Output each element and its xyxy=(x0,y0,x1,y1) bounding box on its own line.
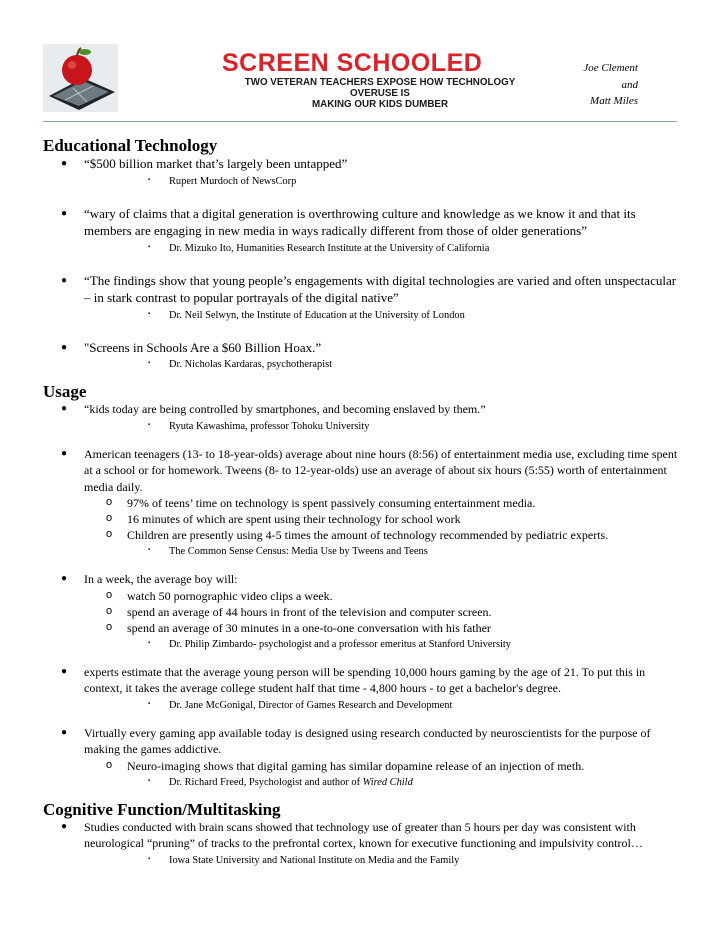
quote-item: ● "Screens in Schools Are a $60 Billion Hoax.” xyxy=(43,339,683,357)
citation xyxy=(43,775,683,790)
book-title-italic: Wired Child xyxy=(362,776,413,788)
citation: ▪ Dr. Mizuko Ito, Humanities Research Institute at the University of California xyxy=(43,241,683,256)
citation: ▪ The Common Sense Census: Media Use by Tweens and Teens xyxy=(43,544,683,559)
sub-list-item: o 97% of teens’ time on technology is spent passively consuming entertainment media. xyxy=(43,495,683,511)
citation: ▪ Dr. Neil Selwyn, the Institute of Education at the University of London xyxy=(43,308,683,323)
list-item: ● experts estimate that the average young person will be spending 10,000 hours gaming by the age of 21. To put this in context, it takes the average college student half that time - 4,800 hours - to get a bachelor's degree. xyxy=(43,664,683,697)
quote-item: ● “$500 billion market that’s largely been untapped” xyxy=(43,155,683,173)
citation: ▪ Dr. Nicholas Kardaras, psychotherapist xyxy=(43,357,683,372)
author-1: Joe Clement xyxy=(583,62,638,74)
subtitle-line-2: MAKING OUR KIDS DUMBER xyxy=(311,99,449,110)
list-item: ● Virtually every gaming app available today is designed using research conducted by neuroscientists for the purpose of making the games addictive. xyxy=(43,725,683,758)
sub-list-item: o Neuro-imaging shows that digital gaming has similar dopamine release of an injection of meth. xyxy=(43,758,683,774)
header-divider xyxy=(43,121,677,122)
document-body xyxy=(43,136,683,868)
section-heading-edtech: Educational Technology xyxy=(43,136,218,155)
sub-list-item: o spend an average of 44 hours in front of the television and computer screen. xyxy=(43,604,683,620)
section-heading-cognitive: Cognitive Function/Multitasking xyxy=(43,799,281,819)
citation: ▪ Dr. Jane McGonigal, Director of Games Research and Development xyxy=(43,698,683,713)
quote-item: ● “wary of claims that a digital generation is overthrowing culture and knowledge as we know it and that its members are engaging in new media in ways radically different from those of older generations” xyxy=(43,205,683,240)
section-heading-usage: Usage xyxy=(43,382,87,401)
authors xyxy=(583,60,638,110)
book-title: SCREEN SCHOOLED xyxy=(222,49,483,77)
subtitle-line-1: TWO VETERAN TEACHERS EXPOSE HOW TECHNOLOGY OVERUSE IS xyxy=(244,77,516,99)
list-item: ● Studies conducted with brain scans showed that technology use of greater than 5 hours per day was consistent with neurological “pruning” of tracks to the prefrontal cortex, known for executive functioning and impulsivity control… xyxy=(43,819,683,852)
quote-item: ● “The findings show that young people’s engagements with digital technologies are varied and often unspectacular – in stark contrast to popular portrayals of the digital native” xyxy=(43,272,683,307)
quote-item: ● “kids today are being controlled by smartphones, and becoming enslaved by them.” xyxy=(43,401,683,418)
author-and: and xyxy=(621,78,638,91)
sub-list-item: o 16 minutes of which are spent using their technology for school work xyxy=(43,511,683,527)
list-item: ● American teenagers (13- to 18-year-olds) average about nine hours (8:56) of entertainment media use, excluding time spent at a school or for homework. Tweens (8- to 12-year-olds) use an average of about six hours (5:55) worth of entertainment media daily. xyxy=(43,446,683,496)
list-item: ● In a week, the average boy will: xyxy=(43,571,683,588)
sub-list-item: o watch 50 pornographic video clips a week. xyxy=(43,588,683,604)
sub-list-item: o Children are presently using 4-5 times the amount of technology recommended by pediatric experts. xyxy=(43,527,683,543)
book-subtitle xyxy=(240,77,520,110)
citation: ▪ Rupert Murdoch of NewsCorp xyxy=(43,174,683,189)
page-header xyxy=(0,0,720,122)
citation: ▪ Dr. Philip Zimbardo- psychologist and a professor emeritus at Stanford University xyxy=(43,637,683,652)
citation: ▪ Ryuta Kawashima, professor Tohoku University xyxy=(43,419,683,434)
citation-text: Dr. Richard Freed, Psychologist and author of xyxy=(169,776,363,788)
sub-list-item: o spend an average of 30 minutes in a one-to-one conversation with his father xyxy=(43,620,683,636)
citation: ▪ Iowa State University and National Institute on Media and the Family xyxy=(43,853,683,868)
author-2: Matt Miles xyxy=(590,95,638,107)
apple-on-tablet-icon xyxy=(43,44,118,112)
